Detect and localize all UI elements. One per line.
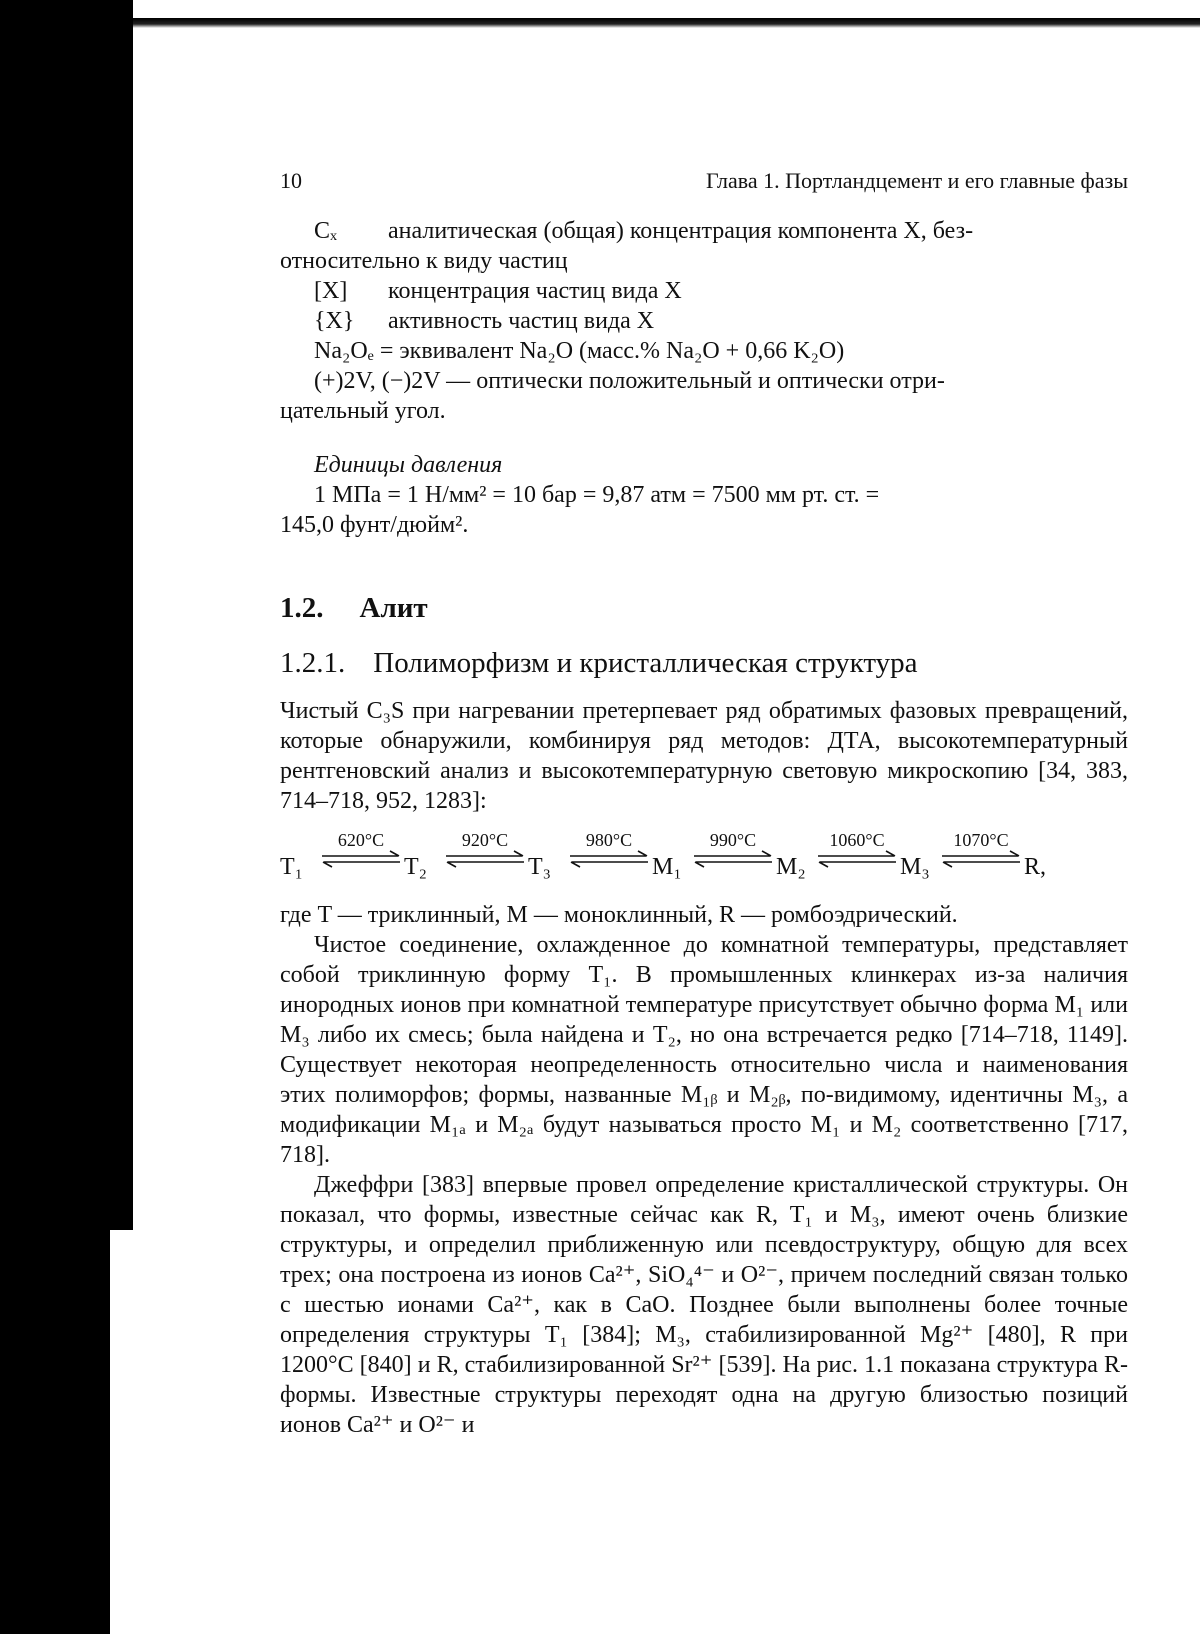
subsection-number: 1.2.1. — [280, 647, 346, 679]
equilibrium-arrow — [568, 830, 650, 868]
running-title: Глава 1. Портландцемент и его главные фазы — [705, 168, 1128, 193]
paragraph: Джеффри [383] впервые провел определение кристаллической структуры. Он показал, что формы, известные сейчас как R, T₁ и M₃, имеют очень близкие структуры, и определил приближенную или псевдоструктуру, общую для всех трех; она построена из ионов Ca²⁺, SiO₄⁴⁻ и O²⁻, причем последний связан только с шестью ионами Ca²⁺, как в CaO. Позднее были выполнены более точные определения структуры T₁ [384]; M₃, стабилизированной Mg²⁺ [480], R при 1200°C [840] и R, стабилизированной Sr²⁺ [539]. На рис. 1.1 показана структура R-формы. Известные структуры переходят одна на другую близостью позиций ионов Ca²⁺ и O²⁻ и — [280, 1172, 1128, 1438]
definition-item: {X} активность частиц вида X — [314, 308, 655, 334]
transition-temperature: 920°C — [461, 830, 509, 850]
definition-list — [280, 216, 1128, 426]
paragraph: где T — триклинный, M — моноклинный, R — ромбоэдрический. — [280, 902, 958, 928]
phase-label: T₁ — [280, 854, 304, 880]
double-arrow-icon — [320, 850, 402, 868]
definition-item: цательный угол. — [280, 398, 446, 424]
equilibrium-arrow — [816, 830, 898, 868]
double-arrow-icon — [444, 850, 526, 868]
equilibrium-arrow — [320, 830, 402, 868]
scan-top-edge — [133, 18, 1200, 28]
phase-label: M₂ — [776, 854, 806, 880]
equilibrium-arrow — [940, 830, 1022, 868]
pressure-line: 145,0 фунт/дюйм². — [280, 512, 469, 538]
phase-label: M₁ — [652, 854, 682, 880]
subsection-heading — [280, 647, 1128, 680]
transition-temperature: 1070°C — [953, 830, 1009, 850]
transition-temperature: 1060°C — [829, 830, 885, 850]
paragraph: Чистый C₃S при нагревании претерпевает ряд обратимых фазовых превращений, которые обнаружили, комбинируя ряд методов: ДТА, высокотемпературный рентгеновский анализ и высокотемпературную световую микроскопию [34, 383, 714–718, 952, 1283]: — [280, 698, 1128, 814]
transition-temperature: 980°C — [585, 830, 633, 850]
double-arrow-icon — [568, 850, 650, 868]
section-number: 1.2. — [280, 592, 324, 624]
scan-margin-lower — [0, 1230, 110, 1634]
definition-item: Na₂Oₑ = эквивалент Na₂O (масс.% Na₂O + 0,66 K₂O) — [314, 338, 845, 364]
definition-item: (+)2V, (−)2V — оптически положительный и оптически отри- — [314, 368, 945, 394]
scan-margin-upper — [0, 0, 133, 1230]
pressure-units-heading: Единицы давления — [314, 452, 503, 478]
double-arrow-icon — [816, 850, 898, 868]
definition-item: [X] концентрация частиц вида X — [314, 278, 682, 304]
equilibrium-arrow — [692, 830, 774, 868]
definition-item: относительно к виду частиц — [280, 248, 568, 274]
section-title: Алит — [359, 592, 428, 624]
transition-temperature: 620°C — [337, 830, 385, 850]
phase-label: T₃ — [528, 854, 552, 880]
section-heading — [280, 592, 1128, 625]
subsection-title: Полиморфизм и кристаллическая структура — [373, 647, 918, 679]
paragraph: Чистое соединение, охлажденное до комнатной температуры, представляет собой триклинную форму T₁. В промышленных клинкерах из-за наличия инородных ионов при комнатной температуре присутствует обычно форма M₁ или M₃ либо их смесь; была найдена и T₂, но она встречается редко [714–718, 1149]. Существует некоторая неопределенность относительно числа и наименования этих полиморфов; формы, названные M₁ᵦ и M₂ᵦ, по-видимому, идентичны M₃, а модификации M₁ₐ и M₂ₐ будут называться просто M₁ и M₂ соответственно [717, 718]. — [280, 932, 1128, 1168]
book-page — [280, 168, 1128, 1440]
phase-label: M₃ — [900, 854, 930, 880]
phase-label: R, — [1024, 854, 1047, 880]
phase-transition-scheme — [280, 824, 1128, 894]
equilibrium-arrow — [444, 830, 526, 868]
pressure-line: 1 МПа = 1 Н/мм² = 10 бар = 9,87 атм = 7500 мм рт. ст. = — [314, 482, 880, 508]
phase-label: T₂ — [404, 854, 428, 880]
double-arrow-icon — [940, 850, 1022, 868]
page-number: 10 — [280, 168, 302, 193]
transition-temperature: 990°C — [709, 830, 757, 850]
double-arrow-icon — [692, 850, 774, 868]
running-head — [280, 168, 1128, 216]
definition-item: Cₓ аналитическая (общая) концентрация компонента X, без- — [314, 218, 974, 244]
